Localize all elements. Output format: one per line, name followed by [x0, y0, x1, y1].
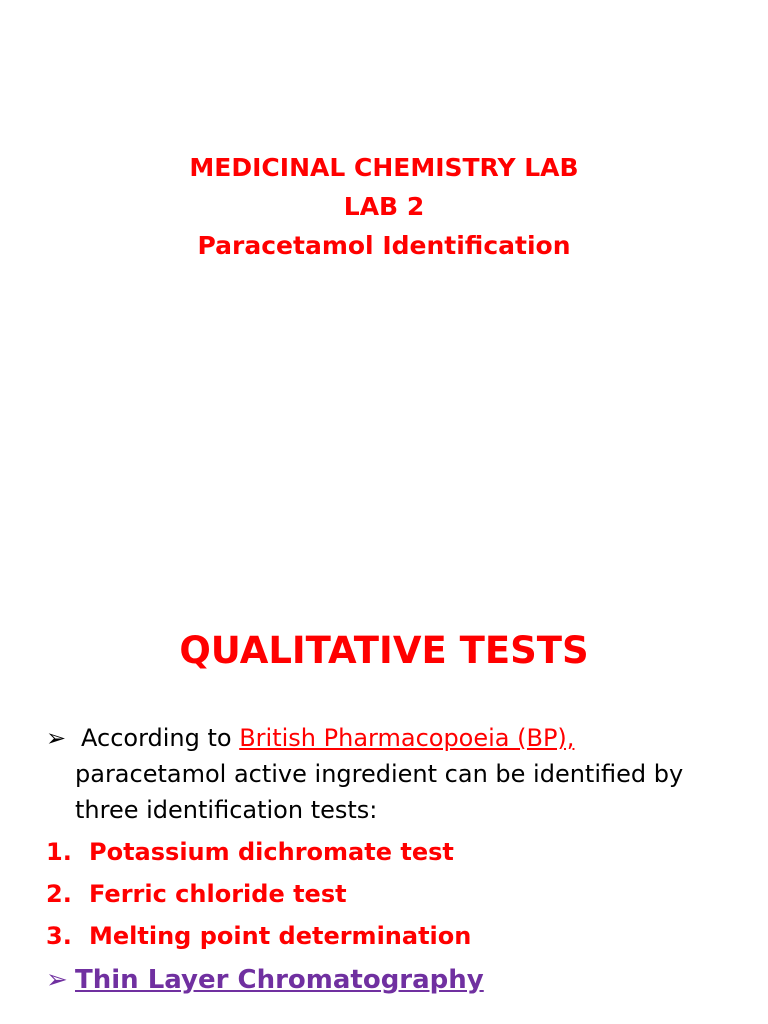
list-item-number: 1.: [46, 838, 72, 866]
list-item-number: 3.: [46, 922, 72, 950]
british-pharmacopoeia-link[interactable]: British Pharmacopoeia (BP),: [239, 724, 575, 752]
list-item-label: Melting point determination: [89, 922, 472, 950]
section-heading: QUALITATIVE TESTS: [179, 629, 589, 672]
intro-line-3: three identification tests:: [75, 796, 378, 824]
intro-paragraph: [46, 720, 736, 828]
identification-tests-list: [46, 834, 736, 960]
title-line-course: MEDICINAL CHEMISTRY LAB: [189, 153, 579, 182]
list-item: [46, 918, 736, 960]
arrowhead-bullet-icon: ➢: [46, 965, 68, 995]
list-item-number: 2.: [46, 880, 72, 908]
list-item-label: Potassium dichromate test: [89, 838, 454, 866]
list-item-label: Ferric chloride test: [89, 880, 347, 908]
list-item: [46, 876, 736, 918]
list-item: [46, 834, 736, 876]
tlc-bullet: [46, 960, 736, 1000]
title-line-topic: Paracetamol Identification: [197, 231, 571, 260]
intro-line-2: paracetamol active ingredient can be identified by: [75, 760, 684, 788]
intro-prefix: According to: [81, 724, 240, 752]
title-line-lab-number: LAB 2: [343, 192, 425, 221]
thin-layer-chromatography-link[interactable]: Thin Layer Chromatography: [75, 965, 484, 995]
arrowhead-bullet-icon: ➢: [46, 724, 67, 752]
slide-title: [0, 148, 768, 265]
